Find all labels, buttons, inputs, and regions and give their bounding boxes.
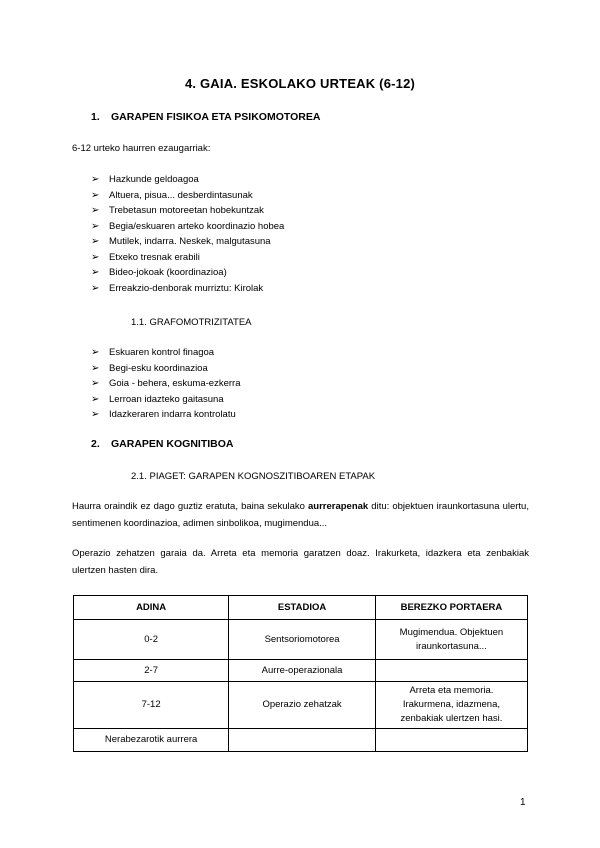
page-title: 4. GAIA. ESKOLAKO URTEAK (6-12) xyxy=(184,76,416,91)
arrow-bullet-icon: ➢ xyxy=(91,362,100,374)
characteristics-list xyxy=(91,172,284,296)
table-row xyxy=(74,682,528,729)
arrow-bullet-icon: ➢ xyxy=(91,236,100,247)
table-cell: Aurre-operazionala xyxy=(229,660,376,682)
column-header-age: ADINA xyxy=(74,596,229,620)
list-item: ➢ Etxeko tresnak erabili xyxy=(91,250,284,266)
table-row xyxy=(74,729,528,752)
list-item: ➢ Idazkeraren indarra kontrolatu xyxy=(91,407,240,423)
section-2-title: GARAPEN KOGNITIBOA xyxy=(111,438,234,450)
table-cell xyxy=(229,729,376,752)
table-cell xyxy=(375,660,527,682)
table-cell: 0-2 xyxy=(74,620,229,660)
table-cell: Arreta eta memoria. Irakurmena, idazmena, zenbakiak ulertzen hasi. xyxy=(375,682,527,729)
table-header-row xyxy=(74,596,528,620)
arrow-bullet-icon: ➢ xyxy=(91,267,100,278)
arrow-bullet-icon: ➢ xyxy=(91,189,100,201)
arrow-bullet-icon: ➢ xyxy=(91,220,100,232)
column-header-behaviour: BEREZKO PORTAERA xyxy=(375,596,527,620)
list-item: ➢ Begi-esku koordinazioa xyxy=(91,361,240,377)
page-number: 1 xyxy=(520,797,526,808)
arrow-bullet-icon: ➢ xyxy=(91,205,100,216)
section-1-title: GARAPEN FISIKOA ETA PSIKOMOTOREA xyxy=(111,111,321,123)
section-1-heading xyxy=(91,111,320,123)
arrow-bullet-icon: ➢ xyxy=(91,393,100,405)
table-cell xyxy=(375,729,527,752)
paragraph-progress: Haurra oraindik ez dago guztiz eratuta, baina sekulako aurrerapenak ditu: objektuen iraunkortasuna ulertu, sentimenen koordinazioa, adimen sinbolikoa, mugimendua... xyxy=(72,501,529,529)
column-header-stage: ESTADIOA xyxy=(229,596,376,620)
arrow-bullet-icon: ➢ xyxy=(91,174,100,185)
arrow-bullet-icon: ➢ xyxy=(91,251,100,263)
table-row xyxy=(74,620,528,660)
list-item: ➢ Eskuaren kontrol finagoa xyxy=(91,345,240,361)
table-cell: 2-7 xyxy=(74,660,229,682)
table-cell: Nerabezarotik aurrera xyxy=(74,729,229,752)
piaget-stages-table xyxy=(73,595,528,752)
list-item: ➢ Bideo-jokoak (koordinazioa) xyxy=(91,265,284,281)
list-item: ➢ Hazkunde geldoagoa xyxy=(91,172,284,188)
arrow-bullet-icon: ➢ xyxy=(91,409,100,420)
list-item: ➢ Trebetasun motoreetan hobekuntzak xyxy=(91,203,284,219)
section-1-number: 1. xyxy=(91,111,100,123)
table-row xyxy=(74,660,528,682)
section-2-number: 2. xyxy=(91,438,100,450)
list-item: ➢ Mutilek, indarra. Neskek, malgutasuna xyxy=(91,234,284,250)
list-item: ➢ Lerroan idazteko gaitasuna xyxy=(91,392,240,408)
subsection-2-1-heading: 2.1. PIAGET: GARAPEN KOGNOSZITIBOAREN ETAPAK xyxy=(131,471,376,482)
bold-term: aurrerapenak xyxy=(308,501,369,512)
subsection-1-1-heading: 1.1. GRAFOMOTRIZITATEA xyxy=(131,317,252,328)
list-item: ➢ Begia/eskuaren arteko koordinazio hobea xyxy=(91,219,284,235)
section-1-intro: 6-12 urteko haurren ezaugarriak: xyxy=(72,143,211,154)
table-cell: 7-12 xyxy=(74,682,229,729)
arrow-bullet-icon: ➢ xyxy=(91,282,100,294)
list-item: ➢ Erreakzio-denborak murriztu: Kirolak xyxy=(91,281,284,297)
arrow-bullet-icon: ➢ xyxy=(91,378,100,389)
section-2-heading xyxy=(91,438,234,450)
table-cell: Operazio zehatzak xyxy=(229,682,376,729)
graphomotor-list xyxy=(91,345,240,423)
arrow-bullet-icon: ➢ xyxy=(91,347,100,358)
list-item: ➢ Goia - behera, eskuma-ezkerra xyxy=(91,376,240,392)
paragraph-concrete-operations: Operazio zehatzen garaia da. Arreta eta memoria garatzen doaz. Irakurketa, idazkera eta zenbakiak ulertzen hasten dira. xyxy=(72,548,529,576)
table-cell: Mugimendua. Objektuen iraunkortasuna... xyxy=(375,620,527,660)
table-cell: Sentsoriomotorea xyxy=(229,620,376,660)
list-item: ➢ Altuera, pisua... desberdintasunak xyxy=(91,188,284,204)
